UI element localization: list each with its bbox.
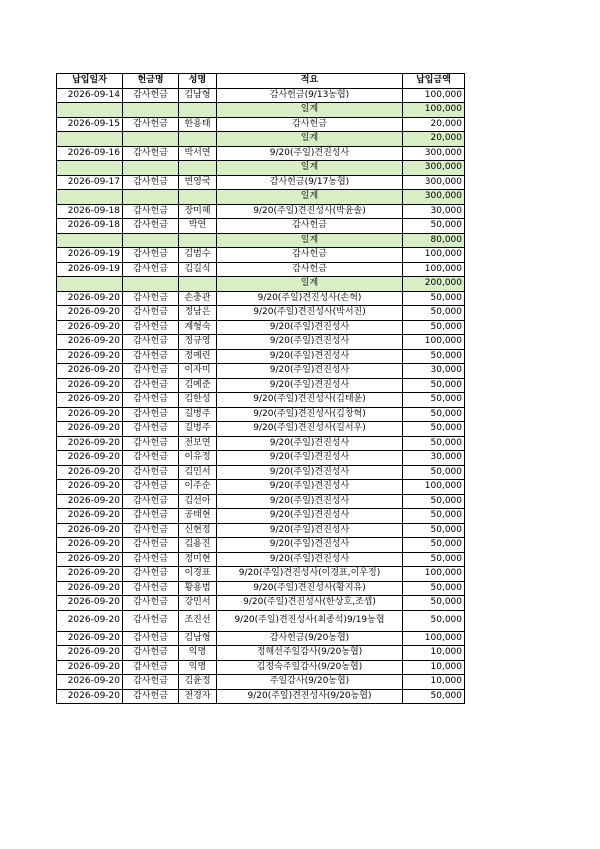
subtotal-label: 일계 (217, 161, 403, 176)
table-row (57, 646, 465, 661)
offering-type-cell: 감사헌금 (123, 320, 179, 335)
date-cell (57, 161, 123, 176)
daily-subtotal-row (57, 233, 465, 248)
amount-cell: 20,000 (403, 117, 465, 132)
memo-cell: 감사헌금 (217, 248, 403, 263)
ledger-body (57, 88, 465, 704)
amount-cell: 300,000 (403, 175, 465, 190)
subtotal-label: 일계 (217, 190, 403, 205)
table-row (57, 552, 465, 567)
table-row (57, 320, 465, 335)
memo-cell: 9/20(주일)견진성사(9/20농협) (217, 689, 403, 704)
name-cell: 김예준 (179, 378, 217, 393)
table-row (57, 581, 465, 596)
name-cell: 전경자 (179, 689, 217, 704)
offering-type-cell: 감사헌금 (123, 335, 179, 350)
daily-subtotal-row (57, 103, 465, 118)
offering-type-cell: 감사헌금 (123, 660, 179, 675)
offering-type-cell: 감사헌금 (123, 248, 179, 263)
table-row (57, 117, 465, 132)
offering-type-cell: 감사헌금 (123, 393, 179, 408)
date-cell: 2026-09-20 (57, 660, 123, 675)
header-date: 납입일자 (57, 74, 123, 89)
name-cell (179, 277, 217, 292)
memo-cell: 9/20(주일)견진성사 (217, 523, 403, 538)
memo-cell: 정해선주일감사(9/20농협) (217, 646, 403, 661)
date-cell: 2026-09-20 (57, 349, 123, 364)
memo-cell: 감사헌금(9/13농협) (217, 88, 403, 103)
amount-cell: 50,000 (403, 407, 465, 422)
offering-type-cell: 감사헌금 (123, 291, 179, 306)
name-cell: 박서연 (179, 146, 217, 161)
memo-cell: 9/20(주일)견진성사(길서우) (217, 422, 403, 437)
amount-cell: 100,000 (403, 262, 465, 277)
date-cell: 2026-09-20 (57, 538, 123, 553)
header-amount: 납입금액 (403, 74, 465, 89)
amount-cell: 50,000 (403, 494, 465, 509)
date-cell: 2026-09-20 (57, 422, 123, 437)
offering-type-cell: 감사헌금 (123, 646, 179, 661)
table-row (57, 262, 465, 277)
amount-cell: 50,000 (403, 610, 465, 631)
name-cell: 황용범 (179, 581, 217, 596)
subtotal-amount: 80,000 (403, 233, 465, 248)
memo-cell: 9/20(주일)견진성사 (217, 451, 403, 466)
table-row (57, 407, 465, 422)
amount-cell: 30,000 (403, 451, 465, 466)
amount-cell: 50,000 (403, 291, 465, 306)
table-row (57, 538, 465, 553)
memo-cell: 9/20(주일)견진성사 (217, 465, 403, 480)
subtotal-amount: 100,000 (403, 103, 465, 118)
amount-cell: 30,000 (403, 364, 465, 379)
memo-cell: 9/20(주일)견진성사(이경표,이우정) (217, 567, 403, 582)
date-cell: 2026-09-20 (57, 393, 123, 408)
name-cell: 길병주 (179, 422, 217, 437)
subtotal-label: 일계 (217, 103, 403, 118)
offering-type-cell: 감사헌금 (123, 523, 179, 538)
name-cell: 공태현 (179, 509, 217, 524)
table-row (57, 146, 465, 161)
amount-cell: 50,000 (403, 523, 465, 538)
table-row (57, 567, 465, 582)
amount-cell: 50,000 (403, 509, 465, 524)
date-cell: 2026-09-18 (57, 204, 123, 219)
date-cell: 2026-09-20 (57, 378, 123, 393)
date-cell: 2026-09-20 (57, 407, 123, 422)
date-cell: 2026-09-20 (57, 291, 123, 306)
date-cell: 2026-09-17 (57, 175, 123, 190)
subtotal-label: 일계 (217, 277, 403, 292)
memo-cell: 감사헌금 (217, 219, 403, 234)
offering-type-cell: 감사헌금 (123, 567, 179, 582)
date-cell: 2026-09-18 (57, 219, 123, 234)
offering-type-cell: 감사헌금 (123, 552, 179, 567)
amount-cell: 50,000 (403, 320, 465, 335)
table-row (57, 689, 465, 704)
memo-cell: 9/20(주일)견진성사 (217, 349, 403, 364)
amount-cell: 50,000 (403, 393, 465, 408)
date-cell: 2026-09-20 (57, 675, 123, 690)
table-row (57, 675, 465, 690)
date-cell: 2026-09-20 (57, 335, 123, 350)
memo-cell: 9/20(주일)견진성사 (217, 494, 403, 509)
offering-type-cell: 감사헌금 (123, 204, 179, 219)
offering-type-cell: 감사헌금 (123, 407, 179, 422)
header-memo: 적요 (217, 74, 403, 89)
offering-type-cell: 감사헌금 (123, 465, 179, 480)
name-cell: 정예린 (179, 349, 217, 364)
table-row (57, 610, 465, 631)
amount-cell: 30,000 (403, 204, 465, 219)
amount-cell: 100,000 (403, 480, 465, 495)
subtotal-amount: 300,000 (403, 190, 465, 205)
offering-type-cell: 감사헌금 (123, 306, 179, 321)
table-row (57, 660, 465, 675)
date-cell: 2026-09-15 (57, 117, 123, 132)
daily-subtotal-row (57, 277, 465, 292)
table-row (57, 349, 465, 364)
name-cell: 계형숙 (179, 320, 217, 335)
amount-cell: 10,000 (403, 646, 465, 661)
date-cell: 2026-09-20 (57, 320, 123, 335)
date-cell: 2026-09-20 (57, 364, 123, 379)
memo-cell: 9/20(주일)견진성사 (217, 364, 403, 379)
name-cell: 김민서 (179, 465, 217, 480)
date-cell: 2026-09-20 (57, 610, 123, 631)
amount-cell: 50,000 (403, 306, 465, 321)
table-row (57, 175, 465, 190)
name-cell: 손충관 (179, 291, 217, 306)
name-cell: 이자미 (179, 364, 217, 379)
date-cell: 2026-09-20 (57, 523, 123, 538)
table-row (57, 494, 465, 509)
memo-cell: 9/20(주일)견진성사(박윤솔) (217, 204, 403, 219)
date-cell: 2026-09-14 (57, 88, 123, 103)
date-cell (57, 233, 123, 248)
offering-type-cell: 감사헌금 (123, 349, 179, 364)
name-cell: 김용진 (179, 538, 217, 553)
amount-cell: 100,000 (403, 631, 465, 646)
offering-type-cell: 감사헌금 (123, 451, 179, 466)
offering-type-cell: 감사헌금 (123, 538, 179, 553)
amount-cell: 50,000 (403, 538, 465, 553)
subtotal-amount: 300,000 (403, 161, 465, 176)
amount-cell: 10,000 (403, 675, 465, 690)
name-cell: 정남은 (179, 306, 217, 321)
offering-type-cell (123, 132, 179, 147)
name-cell: 전보연 (179, 436, 217, 451)
offering-type-cell: 감사헌금 (123, 631, 179, 646)
offering-type-cell: 감사헌금 (123, 146, 179, 161)
amount-cell: 100,000 (403, 88, 465, 103)
offering-type-cell (123, 277, 179, 292)
offering-type-cell: 감사헌금 (123, 480, 179, 495)
name-cell: 이주순 (179, 480, 217, 495)
memo-cell: 9/20(주일)견진성사 (217, 378, 403, 393)
name-cell (179, 190, 217, 205)
date-cell: 2026-09-20 (57, 689, 123, 704)
memo-cell: 9/20(주일)견진성사 (217, 335, 403, 350)
memo-cell: 주일감사(9/20농협) (217, 675, 403, 690)
memo-cell: 9/20(주일)견진성사(손혁) (217, 291, 403, 306)
table-row (57, 248, 465, 263)
offering-ledger-table (56, 73, 465, 704)
table-row (57, 291, 465, 306)
memo-cell: 9/20(주일)견진성사(황지유) (217, 581, 403, 596)
name-cell (179, 103, 217, 118)
amount-cell: 50,000 (403, 552, 465, 567)
memo-cell: 감사헌금(9/17농협) (217, 175, 403, 190)
memo-cell: 9/20(주일)견진성사(최종석)9/19농협 (217, 610, 403, 631)
name-cell: 강민서 (179, 596, 217, 611)
memo-cell: 9/20(주일)견진성사(한상호,조셉) (217, 596, 403, 611)
offering-type-cell: 감사헌금 (123, 581, 179, 596)
table-row (57, 219, 465, 234)
date-cell: 2026-09-20 (57, 436, 123, 451)
offering-type-cell: 감사헌금 (123, 364, 179, 379)
date-cell (57, 103, 123, 118)
amount-cell: 50,000 (403, 422, 465, 437)
date-cell: 2026-09-20 (57, 306, 123, 321)
memo-cell: 9/20(주일)견진성사 (217, 480, 403, 495)
table-row (57, 393, 465, 408)
offering-type-cell: 감사헌금 (123, 175, 179, 190)
table-row (57, 631, 465, 646)
offering-type-cell: 감사헌금 (123, 494, 179, 509)
date-cell: 2026-09-20 (57, 552, 123, 567)
table-row (57, 204, 465, 219)
name-cell: 정미현 (179, 552, 217, 567)
date-cell: 2026-09-20 (57, 581, 123, 596)
date-cell: 2026-09-20 (57, 465, 123, 480)
date-cell: 2026-09-20 (57, 646, 123, 661)
memo-cell: 감사헌금 (217, 117, 403, 132)
table-row (57, 306, 465, 321)
name-cell: 김윤정 (179, 675, 217, 690)
offering-type-cell (123, 233, 179, 248)
date-cell: 2026-09-20 (57, 567, 123, 582)
table-row (57, 451, 465, 466)
offering-type-cell: 감사헌금 (123, 689, 179, 704)
amount-cell: 50,000 (403, 349, 465, 364)
name-cell (179, 132, 217, 147)
offering-type-cell: 감사헌금 (123, 117, 179, 132)
name-cell: 익명 (179, 646, 217, 661)
name-cell: 조진선 (179, 610, 217, 631)
memo-cell: 김정숙주일감사(9/20농협) (217, 660, 403, 675)
memo-cell: 9/20(주일)견진성사(김창혁) (217, 407, 403, 422)
table-row (57, 335, 465, 350)
name-cell: 김범수 (179, 248, 217, 263)
name-cell: 이경표 (179, 567, 217, 582)
name-cell: 김남형 (179, 631, 217, 646)
name-cell: 박연 (179, 219, 217, 234)
date-cell: 2026-09-20 (57, 494, 123, 509)
amount-cell: 50,000 (403, 219, 465, 234)
memo-cell: 9/20(주일)견진성사(김태윤) (217, 393, 403, 408)
name-cell: 신현정 (179, 523, 217, 538)
daily-subtotal-row (57, 161, 465, 176)
date-cell (57, 277, 123, 292)
table-row (57, 596, 465, 611)
offering-type-cell: 감사헌금 (123, 422, 179, 437)
name-cell: 김한성 (179, 393, 217, 408)
table-row (57, 465, 465, 480)
offering-type-cell: 감사헌금 (123, 596, 179, 611)
offering-type-cell: 감사헌금 (123, 88, 179, 103)
amount-cell: 50,000 (403, 689, 465, 704)
table-row (57, 378, 465, 393)
memo-cell: 감사헌금 (217, 262, 403, 277)
offering-type-cell (123, 161, 179, 176)
subtotal-amount: 20,000 (403, 132, 465, 147)
memo-cell: 9/20(주일)견진성사 (217, 509, 403, 524)
offering-type-cell: 감사헌금 (123, 436, 179, 451)
offering-type-cell: 감사헌금 (123, 262, 179, 277)
date-cell: 2026-09-20 (57, 480, 123, 495)
amount-cell: 10,000 (403, 660, 465, 675)
date-cell: 2026-09-20 (57, 596, 123, 611)
memo-cell: 9/20(주일)견진성사 (217, 146, 403, 161)
header-offering-type: 헌금명 (123, 74, 179, 89)
memo-cell: 9/20(주일)견진성사(박서진) (217, 306, 403, 321)
memo-cell: 9/20(주일)견진성사 (217, 538, 403, 553)
amount-cell: 100,000 (403, 567, 465, 582)
name-cell: 길병주 (179, 407, 217, 422)
table-row (57, 422, 465, 437)
amount-cell: 50,000 (403, 436, 465, 451)
table-row (57, 480, 465, 495)
date-cell (57, 190, 123, 205)
date-cell (57, 132, 123, 147)
offering-type-cell: 감사헌금 (123, 219, 179, 234)
header-name: 성명 (179, 74, 217, 89)
amount-cell: 300,000 (403, 146, 465, 161)
memo-cell: 9/20(주일)견진성사 (217, 436, 403, 451)
offering-type-cell: 감사헌금 (123, 378, 179, 393)
name-cell (179, 233, 217, 248)
offering-type-cell: 감사헌금 (123, 509, 179, 524)
daily-subtotal-row (57, 132, 465, 147)
table-row (57, 436, 465, 451)
memo-cell: 감사헌금(9/20농협) (217, 631, 403, 646)
name-cell: 김남형 (179, 88, 217, 103)
amount-cell: 50,000 (403, 465, 465, 480)
name-cell: 정규영 (179, 335, 217, 350)
name-cell: 김선아 (179, 494, 217, 509)
date-cell: 2026-09-20 (57, 631, 123, 646)
date-cell: 2026-09-19 (57, 262, 123, 277)
daily-subtotal-row (57, 190, 465, 205)
offering-type-cell: 감사헌금 (123, 610, 179, 631)
name-cell: 장미혜 (179, 204, 217, 219)
amount-cell: 50,000 (403, 581, 465, 596)
amount-cell: 50,000 (403, 378, 465, 393)
name-cell: 익명 (179, 660, 217, 675)
table-row (57, 509, 465, 524)
table-row (57, 88, 465, 103)
name-cell: 한용태 (179, 117, 217, 132)
amount-cell: 100,000 (403, 335, 465, 350)
memo-cell: 9/20(주일)견진성사 (217, 552, 403, 567)
subtotal-amount: 200,000 (403, 277, 465, 292)
name-cell: 변영국 (179, 175, 217, 190)
offering-type-cell (123, 103, 179, 118)
table-row (57, 523, 465, 538)
table-row (57, 364, 465, 379)
offering-type-cell: 감사헌금 (123, 675, 179, 690)
memo-cell: 9/20(주일)견진성사 (217, 320, 403, 335)
date-cell: 2026-09-19 (57, 248, 123, 263)
date-cell: 2026-09-20 (57, 509, 123, 524)
amount-cell: 100,000 (403, 248, 465, 263)
name-cell: 김길식 (179, 262, 217, 277)
amount-cell: 50,000 (403, 596, 465, 611)
name-cell: 이유정 (179, 451, 217, 466)
header-row (57, 74, 465, 89)
subtotal-label: 일계 (217, 132, 403, 147)
date-cell: 2026-09-20 (57, 451, 123, 466)
offering-type-cell (123, 190, 179, 205)
name-cell (179, 161, 217, 176)
subtotal-label: 일계 (217, 233, 403, 248)
date-cell: 2026-09-16 (57, 146, 123, 161)
